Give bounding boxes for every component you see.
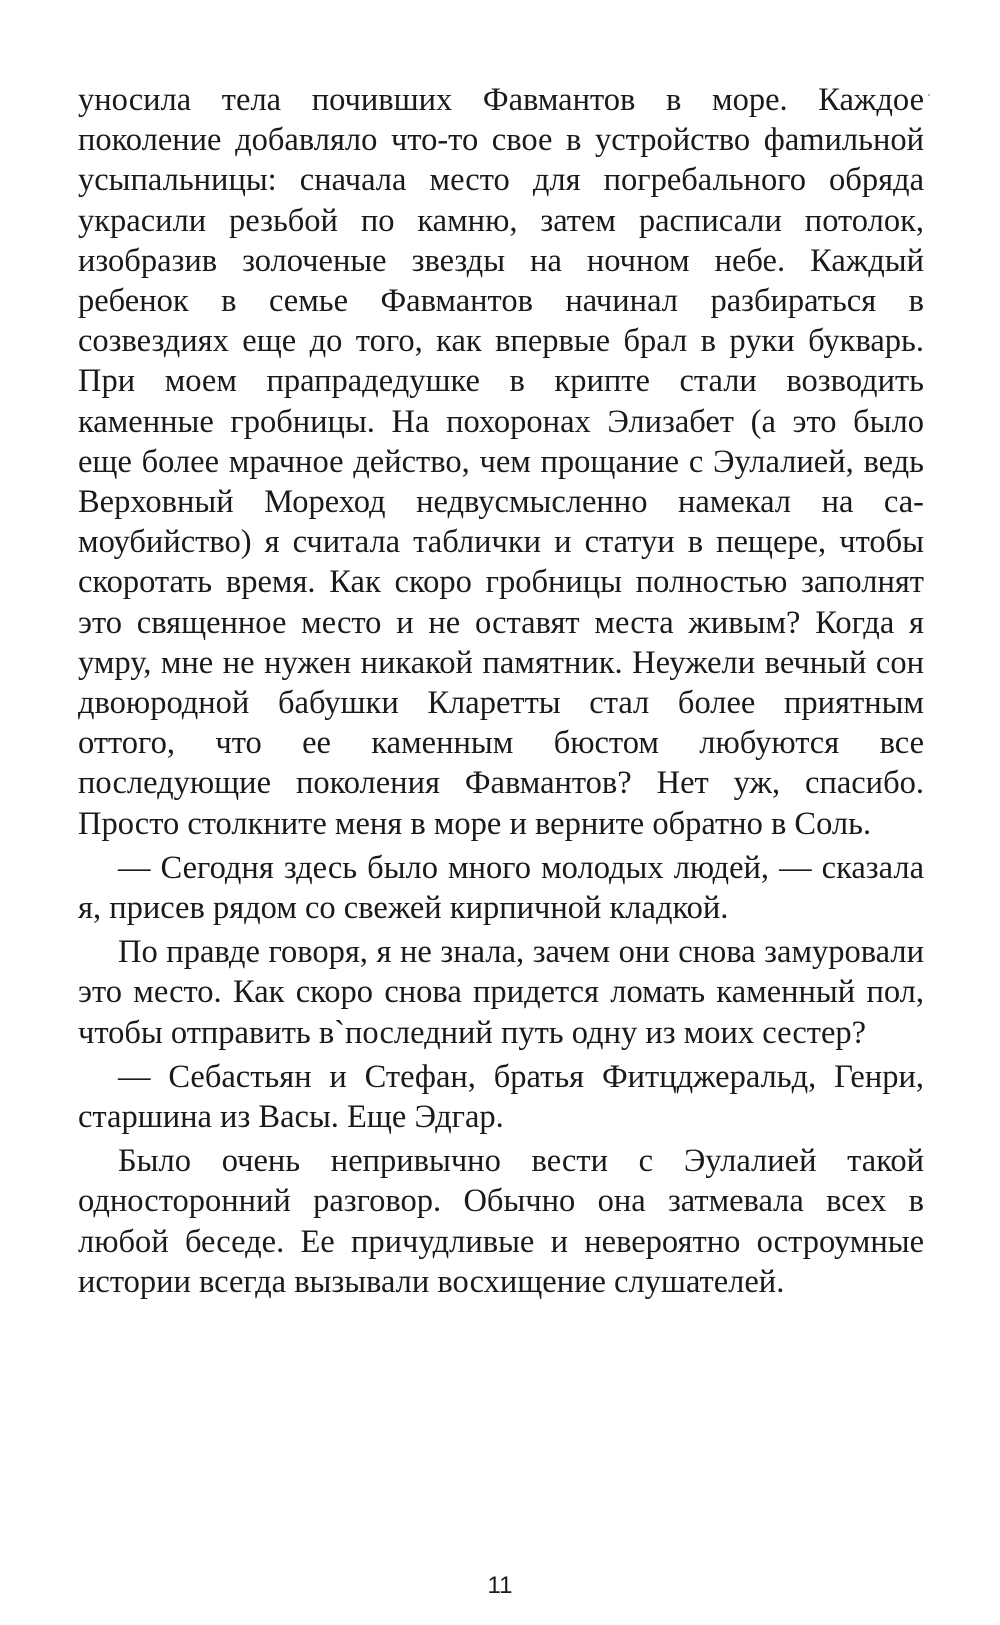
scan-speck: [928, 94, 930, 96]
page-number: 11: [487, 1572, 513, 1599]
paragraph-5: Было очень непривычно вести с Эулалией такой односторонний разговор. Обычно она затмевала всех в любой беседе. Ее причудливые и невероятно остроумные истории всегда вызывали восхищение слушателей.: [78, 1143, 924, 1300]
paragraph-1: уносила тела почивших Фавмантов в море. Каждое поколение добавляло что-то свое в устройство фаmильной усыпальницы: сначала место для погребального обряда украсили резьбой по камню, затем расписали потолок, изобразив золоченые звезды на ночном небе. Каждый ребенок в семье Фавмантов начинал разбираться в созвездиях еще до того, как впервые брал в руки букварь. При моем прапрадедушке в крипте стали возводить каменные гробницы. На похоронах Элизабет (а это было еще более мрачное действо, чем прощание с Эулалией, ведь Верховный Мореход недвусмысленно намекал на самоубийство) я считала таблички и статуи в пещере, чтобы скоротать время. Как скоро гробницы полностью заполнят это священное место и не оставят места живым? Когда я умру, мне не нужен никакой памятник. Неужели вечный сон двоюродной бабушки Кларетты стал более приятным оттого, что ее каменным бюстом любуются все последующие поколения Фавмантов? Нет уж, спасибо. Просто столкните меня в море и верните обратно в Соль.: [78, 82, 924, 842]
paragraph-3: По правде говоря, я не знала, зачем они снова замуровали это место. Как скоро снова придется ломать каменный пол, чтобы отправить в`последний путь одну из моих сестер?: [78, 934, 924, 1051]
paragraph-4: — Себастьян и Стефан, братья Фитцджеральд, Генри, старшина из Васы. Еще Эдгар.: [78, 1058, 924, 1136]
book-page-text: [78, 80, 924, 1302]
paragraph-2: — Сегодня здесь было много молодых людей, — сказала я, присев рядом со свежей кирпичной кладкой.: [78, 849, 924, 927]
